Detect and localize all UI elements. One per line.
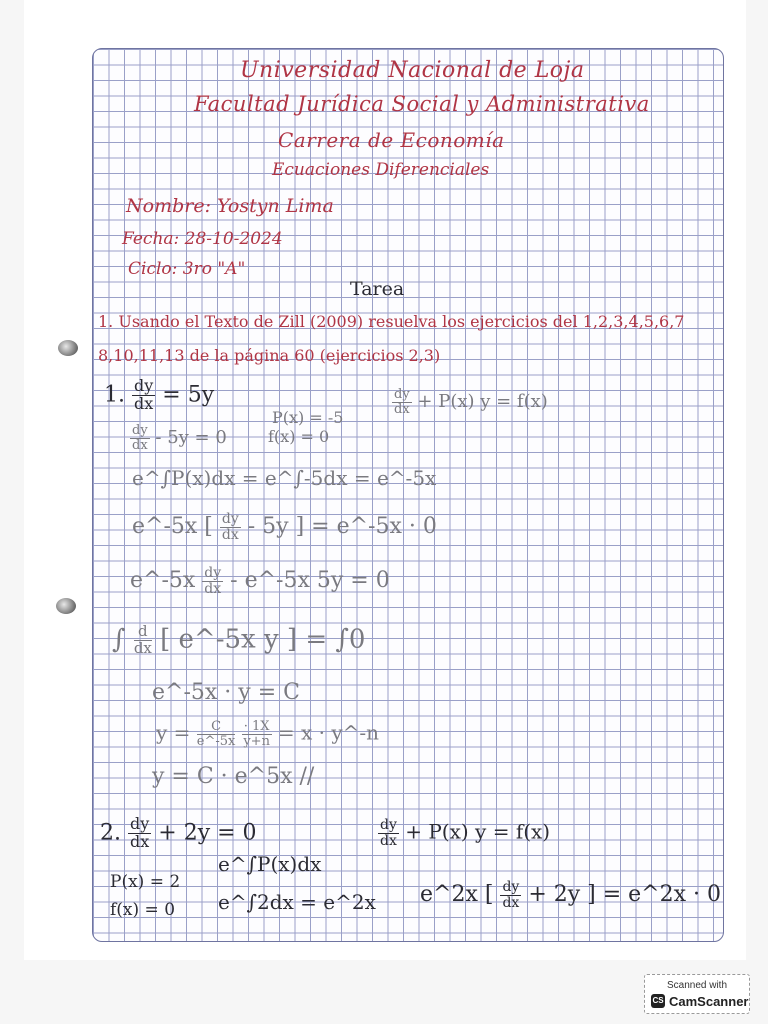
equation-rhs: = 5y xyxy=(162,382,215,408)
denominator: dx xyxy=(134,393,154,413)
integrate-step xyxy=(112,624,365,657)
numerator: dy xyxy=(130,814,150,833)
student-name: Nombre: Yostyn Lima xyxy=(126,195,334,217)
exercise-1-result: y = C · e^5x // xyxy=(152,764,315,789)
denominator: y+n xyxy=(243,733,270,749)
constant-step: e^-5x · y = C xyxy=(152,680,300,705)
camscanner-logo-icon: CS xyxy=(651,994,665,1008)
numerator: C xyxy=(197,720,236,735)
exercise-number: 2. xyxy=(100,820,121,846)
standard-form-1 xyxy=(392,388,548,416)
integrating-factor-formula: e^∫P(x)dx xyxy=(218,852,322,876)
integral-sign: ∫ xyxy=(112,624,126,655)
denominator: dx xyxy=(394,401,410,417)
derivative-fraction xyxy=(378,818,399,848)
denominator: dx xyxy=(133,638,152,657)
step-right: - e^-5x 5y = 0 xyxy=(230,568,390,594)
faculty-title: Facultad Jurídica Social y Administrativa xyxy=(194,92,650,116)
denominator: dx xyxy=(380,832,397,849)
standard-form-rhs: + P(x) y = f(x) xyxy=(417,391,548,413)
camscanner-brand: CamScanner xyxy=(669,994,749,1009)
denominator: dx xyxy=(204,580,222,597)
derivative-fraction xyxy=(500,880,521,910)
step-right: [ e^-5x y ] = ∫0 xyxy=(160,624,366,655)
px-value: P(x) = 2 xyxy=(110,872,181,892)
denominator: e^-5x xyxy=(196,733,236,749)
exercise-number: 1. xyxy=(104,382,125,408)
multiply-step xyxy=(132,512,437,542)
derivative-fraction xyxy=(134,624,152,657)
solve-step xyxy=(156,720,379,748)
derivative-fraction xyxy=(202,566,223,596)
equation-rhs: + 2y = 0 xyxy=(158,820,257,846)
denominator: dx xyxy=(502,894,520,911)
derivative-fraction xyxy=(130,424,150,452)
career-title: Carrera de Economía xyxy=(278,128,505,152)
solution-fraction xyxy=(197,720,236,748)
numerator: · 1X xyxy=(243,719,270,734)
derivative-fraction xyxy=(132,378,155,413)
fx-value: f(x) = 0 xyxy=(110,900,176,920)
integrating-factor-value: e^∫2dx = e^2x xyxy=(218,890,376,914)
standard-form-2 xyxy=(378,818,550,848)
denominator: dx xyxy=(132,437,148,453)
numerator: dy xyxy=(502,879,520,895)
step-right: - 5y ] = e^-5x · 0 xyxy=(247,514,437,540)
numerator: d xyxy=(134,624,152,641)
numerator: dy xyxy=(221,511,239,527)
denominator: dx xyxy=(130,831,150,851)
cycle-field: Ciclo: 3ro "A" xyxy=(128,259,246,279)
numerator: dy xyxy=(132,423,148,438)
numerator: dy xyxy=(204,565,222,581)
denominator: dx xyxy=(221,526,239,543)
numerator: dy xyxy=(380,817,397,833)
scanned-caption: Scanned with xyxy=(666,980,728,991)
step-standard-form xyxy=(130,424,227,452)
camscanner-badge xyxy=(644,974,750,1014)
step-left: e^2x [ xyxy=(420,882,494,908)
university-title: Universidad Nacional de Loja xyxy=(240,58,585,83)
numerator: dy xyxy=(134,376,154,395)
exercise-2-equation xyxy=(100,816,257,851)
integrating-factor: e^∫P(x)dx = e^∫-5dx = e^-5x xyxy=(132,466,437,490)
exercise-1-equation xyxy=(104,378,214,413)
derivative-fraction xyxy=(128,816,151,851)
multiply-step-2 xyxy=(420,880,721,910)
instructions-line-1: 1. Usando el Texto de Zill (2009) resuelva los ejercicios del 1,2,3,4,5,6,7 xyxy=(98,312,685,331)
side-fraction xyxy=(242,720,272,748)
binder-hole xyxy=(56,598,76,614)
numerator: dy xyxy=(394,387,410,402)
step-right: = x · y^-n xyxy=(277,720,380,745)
step-rhs: - 5y = 0 xyxy=(155,427,227,449)
homework-title: Tarea xyxy=(350,278,405,300)
derivative-fraction xyxy=(220,512,241,542)
step-left: e^-5x [ xyxy=(132,514,213,540)
step-right: + 2y ] = e^2x · 0 xyxy=(528,882,721,908)
date-field: Fecha: 28-10-2024 xyxy=(122,229,283,249)
step-left: y = xyxy=(156,720,191,745)
graph-paper-grid xyxy=(92,48,724,942)
expand-step xyxy=(130,566,390,596)
instructions-line-2: 8,10,11,13 de la página 60 (ejercicios 2,3) xyxy=(98,346,441,365)
step-left: e^-5x xyxy=(130,568,196,594)
subject-title: Ecuaciones Diferenciales xyxy=(272,160,490,180)
fx-value: f(x) = 0 xyxy=(268,427,330,446)
px-value: P(x) = -5 xyxy=(272,408,344,427)
standard-form-rhs: + P(x) y = f(x) xyxy=(405,819,551,844)
derivative-fraction xyxy=(392,388,412,416)
binder-hole xyxy=(58,340,78,356)
